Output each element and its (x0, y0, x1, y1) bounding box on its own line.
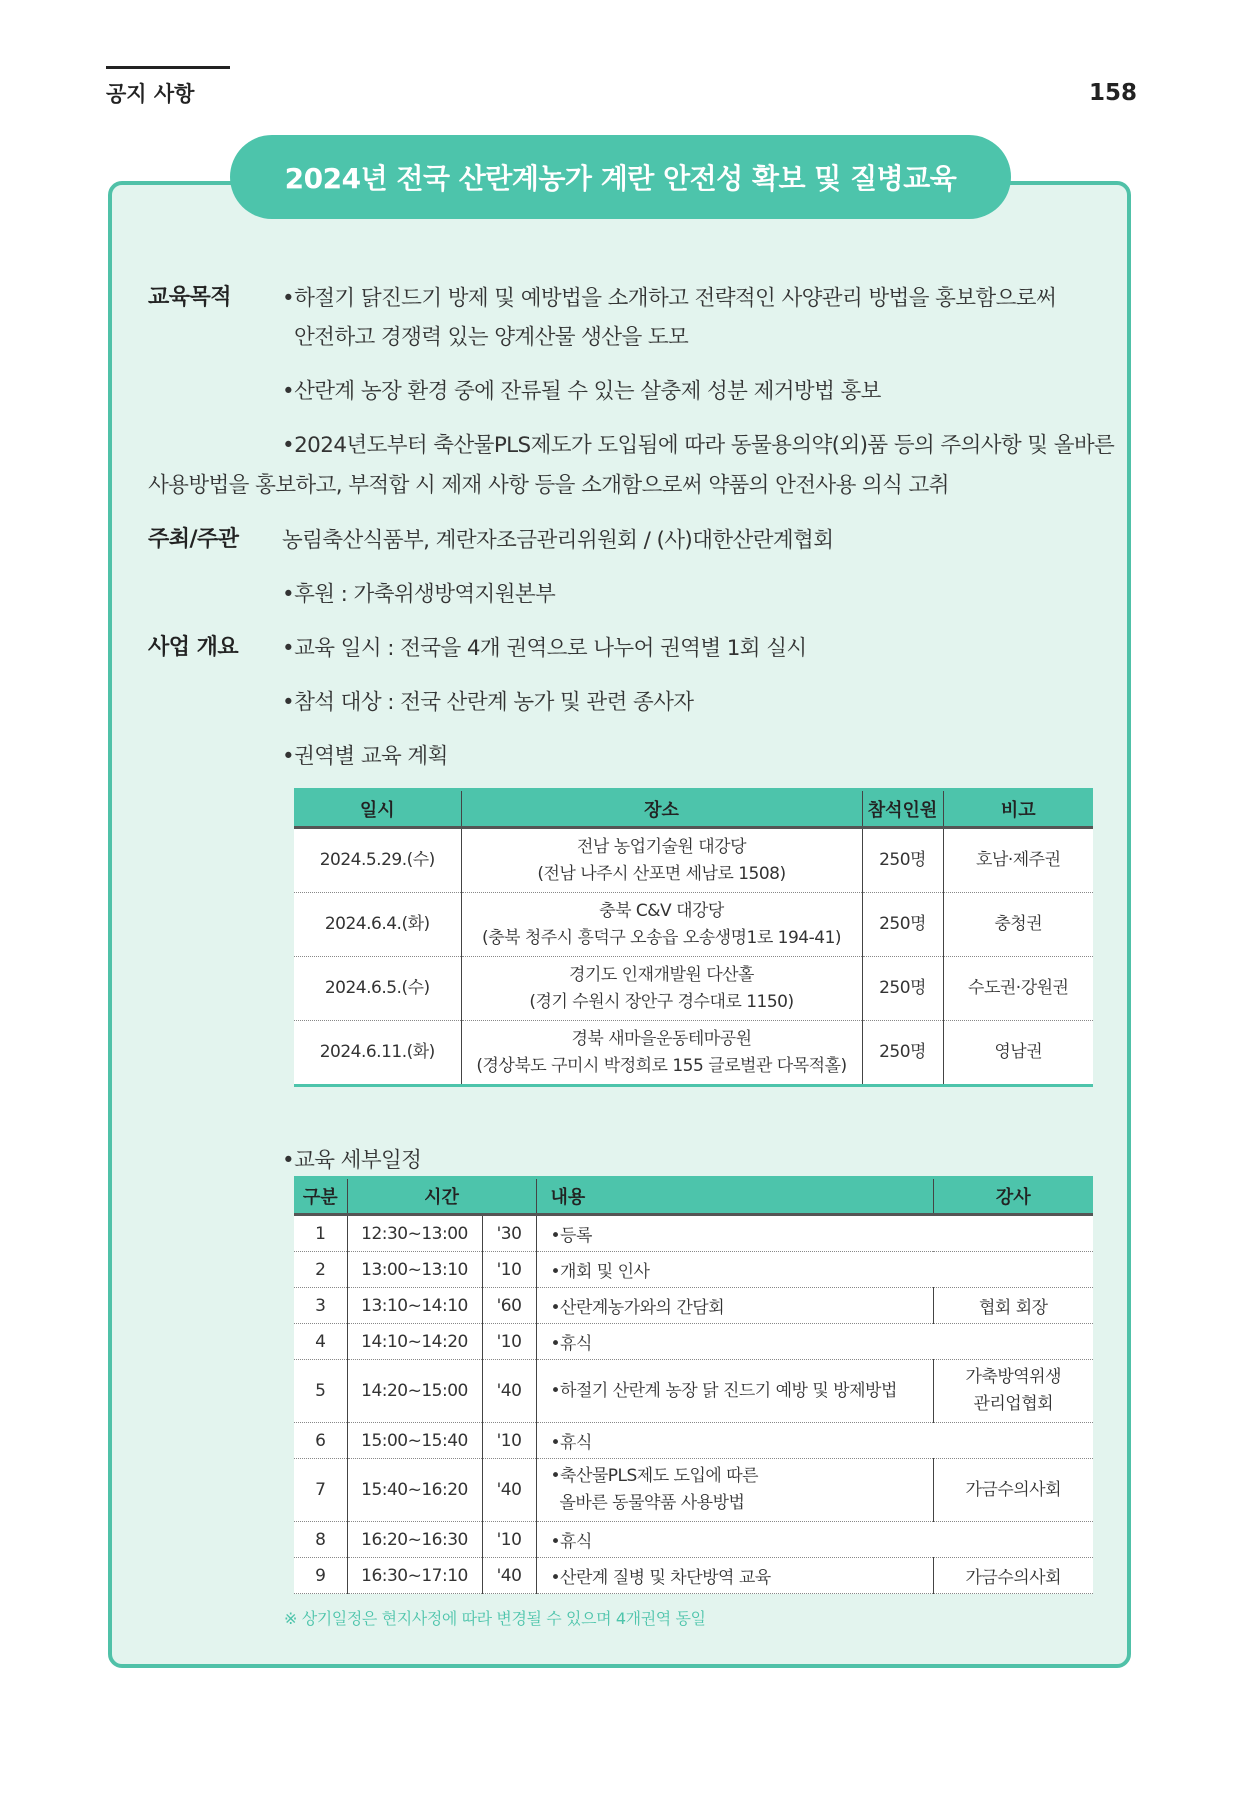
cell-no: 2 (294, 1252, 347, 1288)
table-row (294, 1215, 1093, 1252)
schedule-footnote: ※ 상기일정은 현지사정에 따라 변경될 수 있으며 4개권역 동일 (284, 1609, 706, 1628)
host-line-1: 농림축산식품부, 계란자조금관리위원회 / (사)대한산란계협회 (282, 528, 834, 553)
cell-duration: '40 (482, 1558, 536, 1594)
cell-duration: '10 (482, 1423, 536, 1459)
cell-note: 수도권·강원권 (943, 957, 1093, 1021)
table-row (294, 828, 1093, 893)
cell-note: 호남·제주권 (943, 828, 1093, 893)
cell-content: •휴식 (536, 1522, 1093, 1558)
place-name: 전남 농업기술원 대강당 (576, 836, 747, 857)
table-row (294, 1252, 1093, 1288)
place-address: (경기 수원시 장안구 경수대로 1150) (529, 991, 794, 1012)
cell-no: 5 (294, 1360, 347, 1423)
lecturer-line-2: 관리업협회 (973, 1394, 1054, 1414)
cell-no: 4 (294, 1324, 347, 1360)
purpose-line-3: •산란계 농장 환경 중에 잔류될 수 있는 살충제 성분 제거방법 홍보 (282, 379, 881, 404)
cell-no: 7 (294, 1459, 347, 1522)
cell-note: 충청권 (943, 893, 1093, 957)
table-row (294, 1324, 1093, 1360)
cell-attendees: 250명 (862, 957, 943, 1021)
overview-line-1: •교육 일시 : 전국을 4개 권역으로 나누어 권역별 1회 실시 (282, 636, 807, 661)
cell-duration: '10 (482, 1324, 536, 1360)
host-label: 주최/주관 (148, 527, 239, 552)
header-no: 구분 (294, 1178, 347, 1215)
place-address: (경상북도 구미시 박정희로 155 글로벌관 다목적홀) (476, 1055, 847, 1076)
cell-content: •등록 (536, 1215, 1093, 1252)
cell-place (461, 1021, 862, 1086)
table-header-row (294, 790, 1093, 828)
table-row (294, 1288, 1093, 1324)
table-row (294, 957, 1093, 1021)
cell-duration: '10 (482, 1522, 536, 1558)
table-row (294, 1360, 1093, 1423)
cell-no: 8 (294, 1522, 347, 1558)
cell-date: 2024.6.11.(화) (294, 1021, 461, 1086)
cell-place (461, 893, 862, 957)
header-time: 시간 (347, 1178, 536, 1215)
cell-place (461, 828, 862, 893)
cell-time: 15:40~16:20 (347, 1459, 482, 1522)
cell-note: 영남권 (943, 1021, 1093, 1086)
cell-content: •개회 및 인사 (536, 1252, 1093, 1288)
region-plan-table (294, 788, 1093, 1087)
notice-title: 2024년 전국 산란계농가 계란 안전성 확보 및 질병교육 (230, 135, 1011, 219)
header-content: 내용 (536, 1178, 933, 1215)
cell-content (536, 1459, 933, 1522)
cell-no: 1 (294, 1215, 347, 1252)
overview-line-4: •교육 세부일정 (282, 1148, 422, 1173)
header-place: 장소 (461, 790, 862, 828)
cell-content: •산란계농가와의 간담회 (536, 1288, 933, 1324)
header-lecturer: 강사 (933, 1178, 1093, 1215)
cell-duration: '40 (482, 1459, 536, 1522)
cell-date: 2024.6.4.(화) (294, 893, 461, 957)
purpose-label: 교육목적 (148, 285, 232, 310)
purpose-line-4: •2024년도부터 축산물PLS제도가 도입됨에 따라 동물용의약(외)품 등의 주의사항 및 올바른 (282, 433, 1115, 458)
overview-line-2: •참석 대상 : 전국 산란계 농가 및 관련 종사자 (282, 690, 694, 715)
content-line-1: •축산물PLS제도 도입에 따른 (550, 1466, 759, 1486)
cell-attendees: 250명 (862, 828, 943, 893)
table-row (294, 1522, 1093, 1558)
cell-duration: '10 (482, 1252, 536, 1288)
cell-time: 13:10~14:10 (347, 1288, 482, 1324)
cell-date: 2024.6.5.(수) (294, 957, 461, 1021)
place-address: (전남 나주시 산포면 세남로 1508) (537, 863, 786, 884)
cell-time: 16:20~16:30 (347, 1522, 482, 1558)
cell-content: •산란계 질병 및 차단방역 교육 (536, 1558, 933, 1594)
cell-time: 14:20~15:00 (347, 1360, 482, 1423)
content-line-2: 올바른 동물약품 사용방법 (559, 1493, 745, 1513)
cell-no: 9 (294, 1558, 347, 1594)
cell-no: 3 (294, 1288, 347, 1324)
cell-place (461, 957, 862, 1021)
purpose-line-1: •하절기 닭진드기 방제 및 예방법을 소개하고 전략적인 사양관리 방법을 홍보함으로써 (282, 286, 1057, 311)
table-row (294, 1021, 1093, 1086)
lecturer-line-1: 가축방역위생 (965, 1367, 1062, 1387)
cell-duration: '40 (482, 1360, 536, 1423)
cell-attendees: 250명 (862, 1021, 943, 1086)
cell-time: 16:30~17:10 (347, 1558, 482, 1594)
purpose-line-2: 안전하고 경쟁력 있는 양계산물 생산을 도모 (294, 325, 689, 350)
cell-time: 15:00~15:40 (347, 1423, 482, 1459)
table-row (294, 893, 1093, 957)
header-attendees: 참석인원 (862, 790, 943, 828)
cell-attendees: 250명 (862, 893, 943, 957)
cell-no: 6 (294, 1423, 347, 1459)
purpose-line-5: 사용방법을 홍보하고, 부적합 시 제재 사항 등을 소개함으로써 약품의 안전사용 의식 고취 (148, 473, 949, 498)
cell-content: •휴식 (536, 1423, 1093, 1459)
table-header-row (294, 1178, 1093, 1215)
cell-duration: '60 (482, 1288, 536, 1324)
place-address: (충북 청주시 흥덕구 오송읍 오송생명1로 194-41) (481, 927, 842, 948)
header-date: 일시 (294, 790, 461, 828)
header-note: 비고 (943, 790, 1093, 828)
cell-lecturer: 협회 회장 (933, 1288, 1093, 1324)
cell-duration: '30 (482, 1215, 536, 1252)
cell-lecturer: 가금수의사회 (933, 1459, 1093, 1522)
place-name: 경북 새마을운동테마공원 (571, 1028, 752, 1049)
cell-lecturer: 가금수의사회 (933, 1558, 1093, 1594)
table-row (294, 1558, 1093, 1594)
table-row (294, 1459, 1093, 1522)
place-name: 충북 C&V 대강당 (599, 900, 724, 921)
cell-lecturer (933, 1360, 1093, 1423)
page-number: 158 (1088, 80, 1137, 106)
overview-label: 사업 개요 (148, 635, 239, 660)
cell-time: 13:00~13:10 (347, 1252, 482, 1288)
host-line-2: •후원 : 가축위생방역지원본부 (282, 582, 556, 607)
place-name: 경기도 인재개발원 다산홀 (569, 964, 754, 985)
cell-time: 12:30~13:00 (347, 1215, 482, 1252)
header-rule (106, 66, 230, 69)
schedule-table (294, 1176, 1093, 1594)
cell-date: 2024.5.29.(수) (294, 828, 461, 893)
cell-time: 14:10~14:20 (347, 1324, 482, 1360)
table-row (294, 1423, 1093, 1459)
section-label: 공지 사항 (106, 82, 195, 106)
cell-content: •휴식 (536, 1324, 1093, 1360)
cell-content: •하절기 산란계 농장 닭 진드기 예방 및 방제방법 (536, 1360, 933, 1423)
overview-line-3: •권역별 교육 계획 (282, 744, 448, 769)
